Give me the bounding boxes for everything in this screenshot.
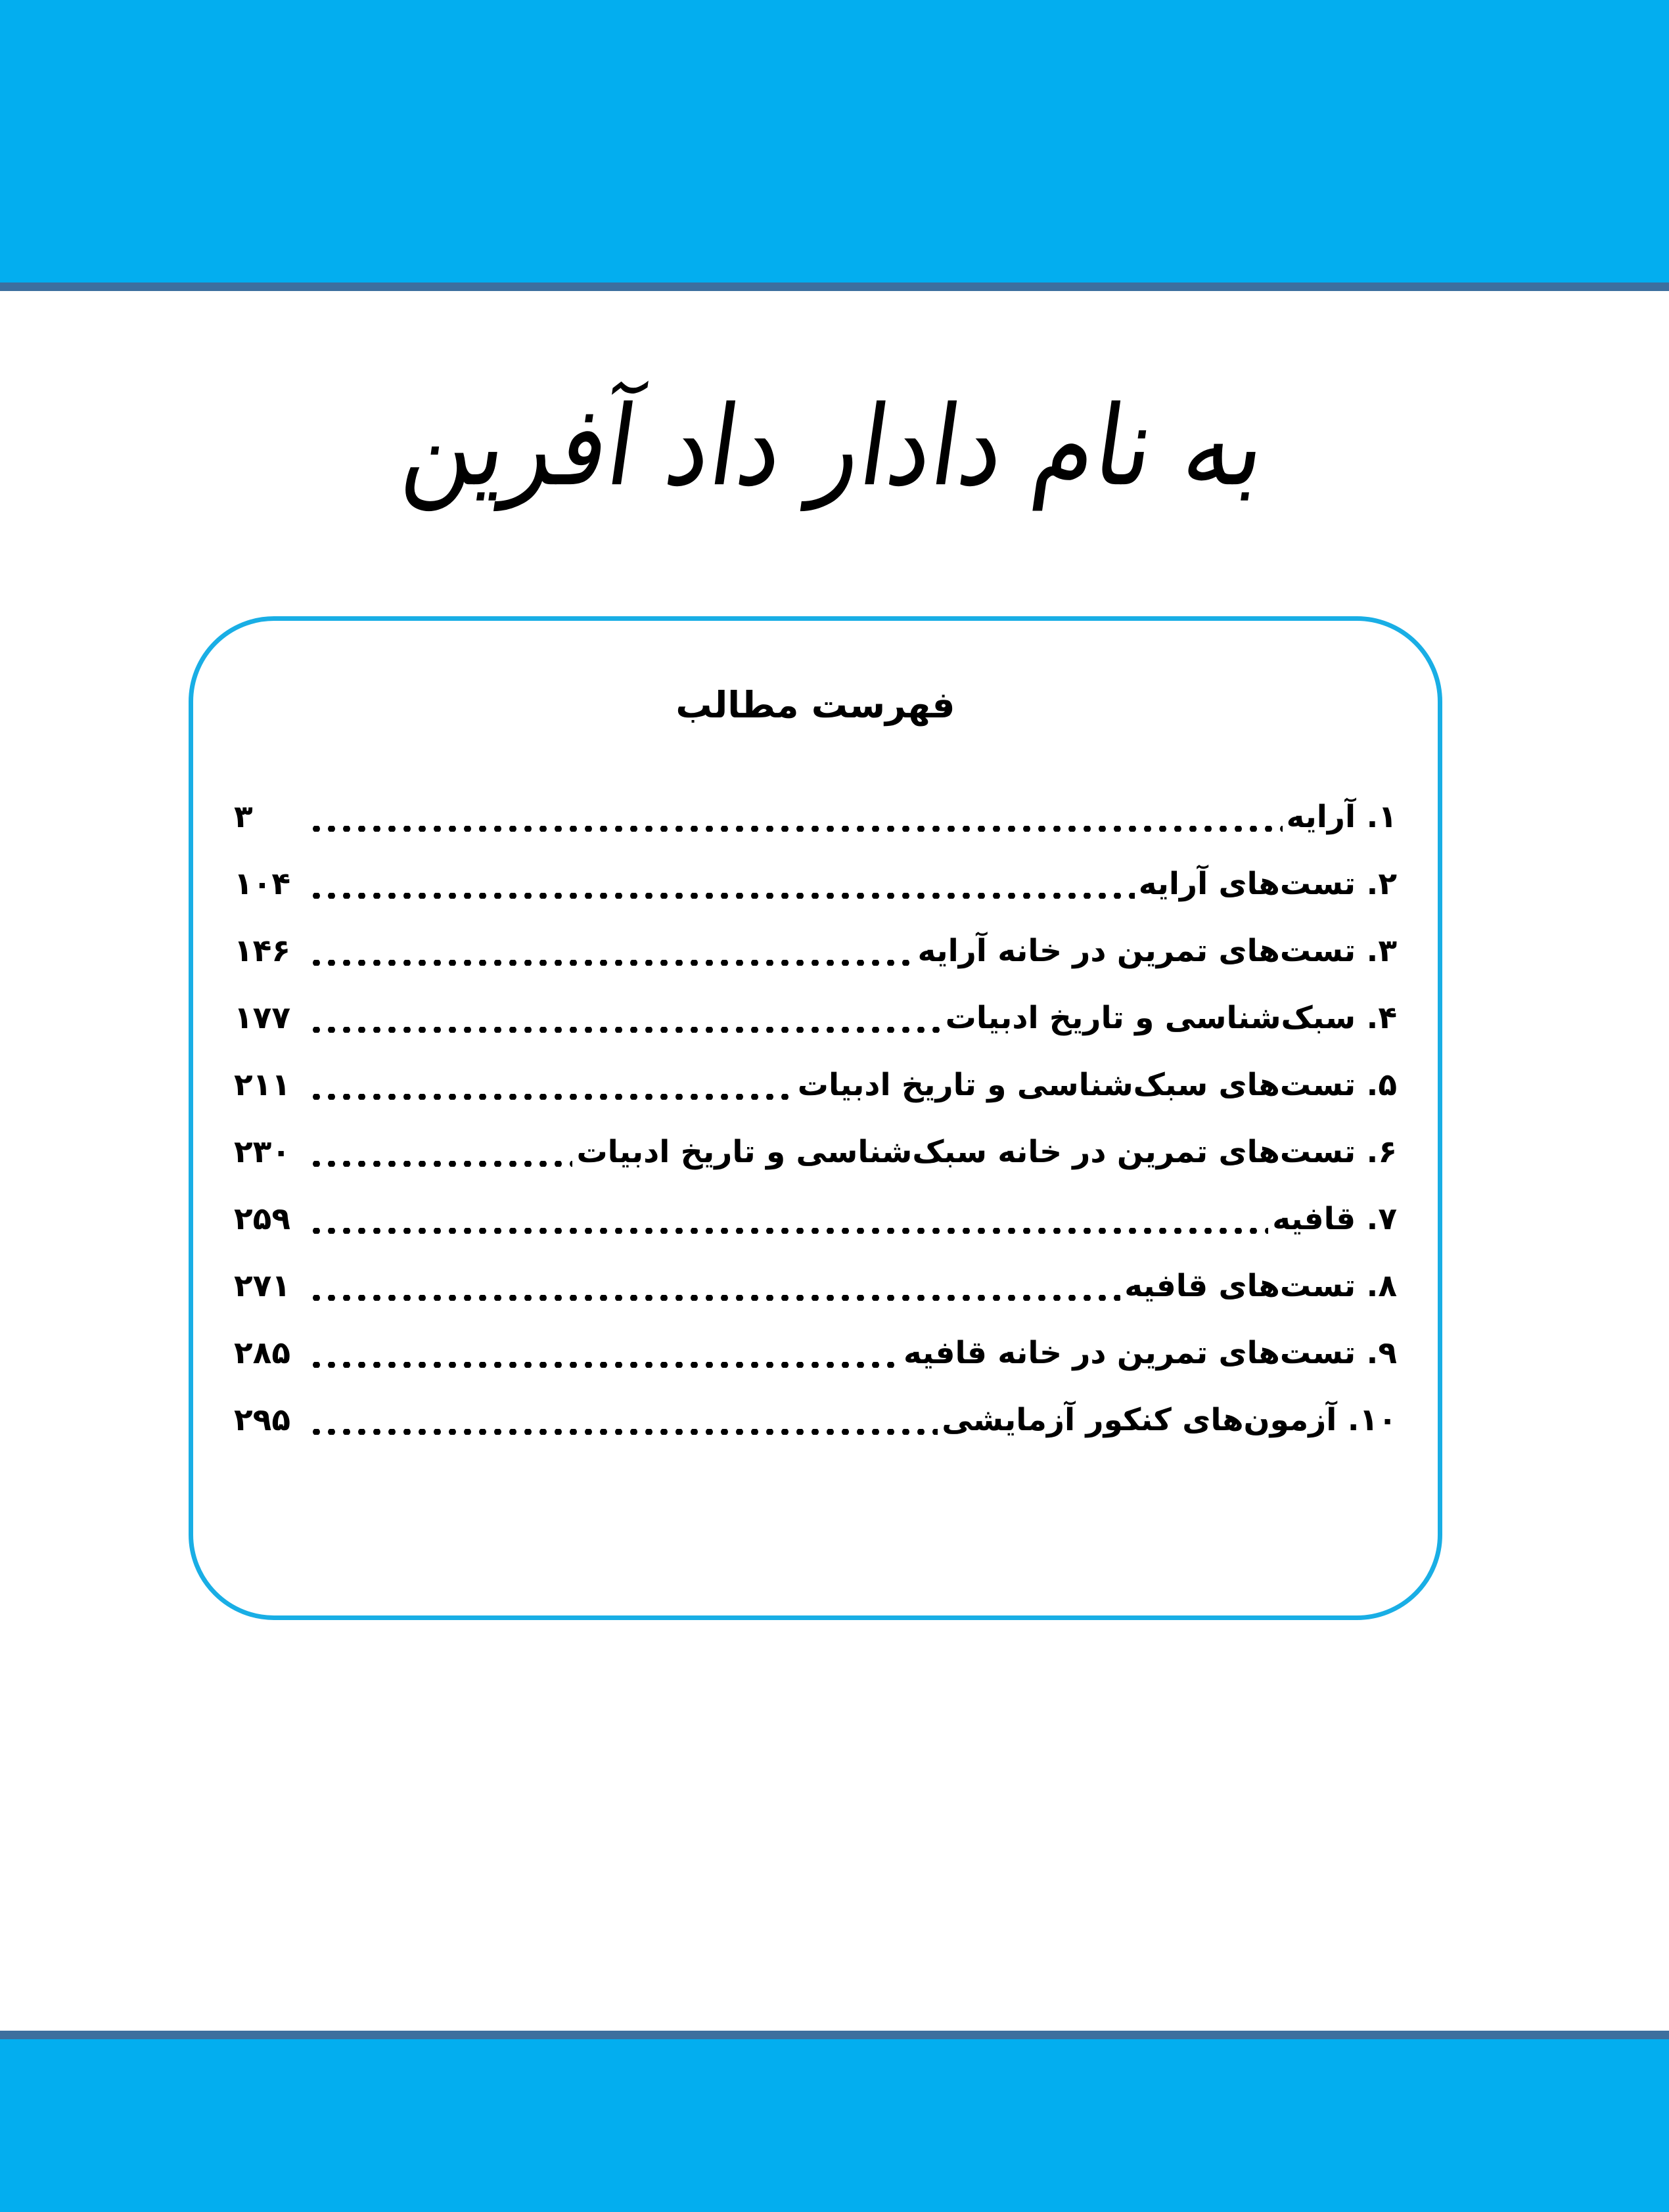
toc-entry-page-number: ۳ (234, 799, 253, 835)
toc-entry[interactable] (234, 1178, 1397, 1245)
toc-entry-page-number: ۲۷۱ (234, 1268, 291, 1304)
toc-entry-label: ۶. تست‌های تمرین در خانه سبک‌شناسی و تاریخ ادبیات (576, 1134, 1397, 1170)
toc-entry-page-number: ۱۴۶ (234, 933, 291, 969)
toc-entry-page-number: ۲۵۹ (234, 1201, 291, 1237)
toc-entry-label: ۱۰. آزمون‌های کنکور آزمایشی (942, 1402, 1397, 1438)
toc-leader-dots (309, 1081, 794, 1111)
page-title: فهرست مطالب (675, 684, 955, 726)
toc-entry-label: ۲. تست‌های آرایه (1138, 866, 1397, 902)
toc-entry-label: ۹. تست‌های تمرین در خانه قافیه (903, 1335, 1397, 1371)
bottom-banner (0, 2039, 1669, 2212)
toc-leader-dots (309, 813, 1283, 843)
toc-leader-dots (309, 1282, 1120, 1312)
toc-entry-page-number: ۲۹۵ (234, 1402, 291, 1438)
toc-entry[interactable] (234, 1312, 1397, 1379)
toc-leader-dots (309, 1349, 900, 1379)
toc-entry-page-number: ۲۱۱ (234, 1067, 291, 1103)
toc-entry-label: ۴. سبک‌شناسی و تاریخ ادبیات (945, 1000, 1397, 1036)
toc-leader-dots (309, 947, 913, 977)
toc-leader-dots (309, 880, 1135, 910)
toc-entry-page-number: ۱۰۴ (234, 866, 291, 902)
table-of-contents-frame (189, 616, 1442, 1620)
top-banner-divider (0, 282, 1669, 291)
toc-leader-dots (309, 1215, 1268, 1245)
toc-entry[interactable] (234, 1245, 1397, 1312)
toc-entry-label: ۸. تست‌های قافیه (1124, 1268, 1397, 1304)
toc-entry[interactable] (234, 1111, 1397, 1178)
table-of-contents-list (234, 776, 1397, 1537)
toc-entry-page-number: ۲۳۰ (234, 1134, 291, 1170)
toc-leader-dots (309, 1148, 572, 1178)
toc-entry-page-number: ۱۷۷ (234, 1000, 291, 1036)
toc-entry-label: ۱. آرایه (1286, 799, 1397, 835)
basmala-block (0, 309, 1669, 585)
top-banner (0, 0, 1669, 282)
toc-entry[interactable] (234, 843, 1397, 910)
toc-entry[interactable] (234, 977, 1397, 1044)
bottom-banner-divider (0, 2031, 1669, 2039)
toc-entry[interactable] (234, 1379, 1397, 1446)
toc-entry[interactable] (234, 776, 1397, 843)
toc-entry-page-number: ۲۸۵ (234, 1335, 291, 1371)
toc-leader-dots (309, 1014, 942, 1044)
toc-entry-label: ۳. تست‌های تمرین در خانه آرایه (917, 933, 1397, 969)
toc-entry-label: ۷. قافیه (1272, 1201, 1397, 1237)
basmala-text: به نام دادار داد آفرین (395, 382, 1274, 511)
toc-leader-dots (309, 1416, 938, 1446)
toc-entry[interactable] (234, 910, 1397, 977)
toc-entry[interactable] (234, 1044, 1397, 1111)
toc-entry-label: ۵. تست‌های سبک‌شناسی و تاریخ ادبیات (797, 1067, 1397, 1103)
